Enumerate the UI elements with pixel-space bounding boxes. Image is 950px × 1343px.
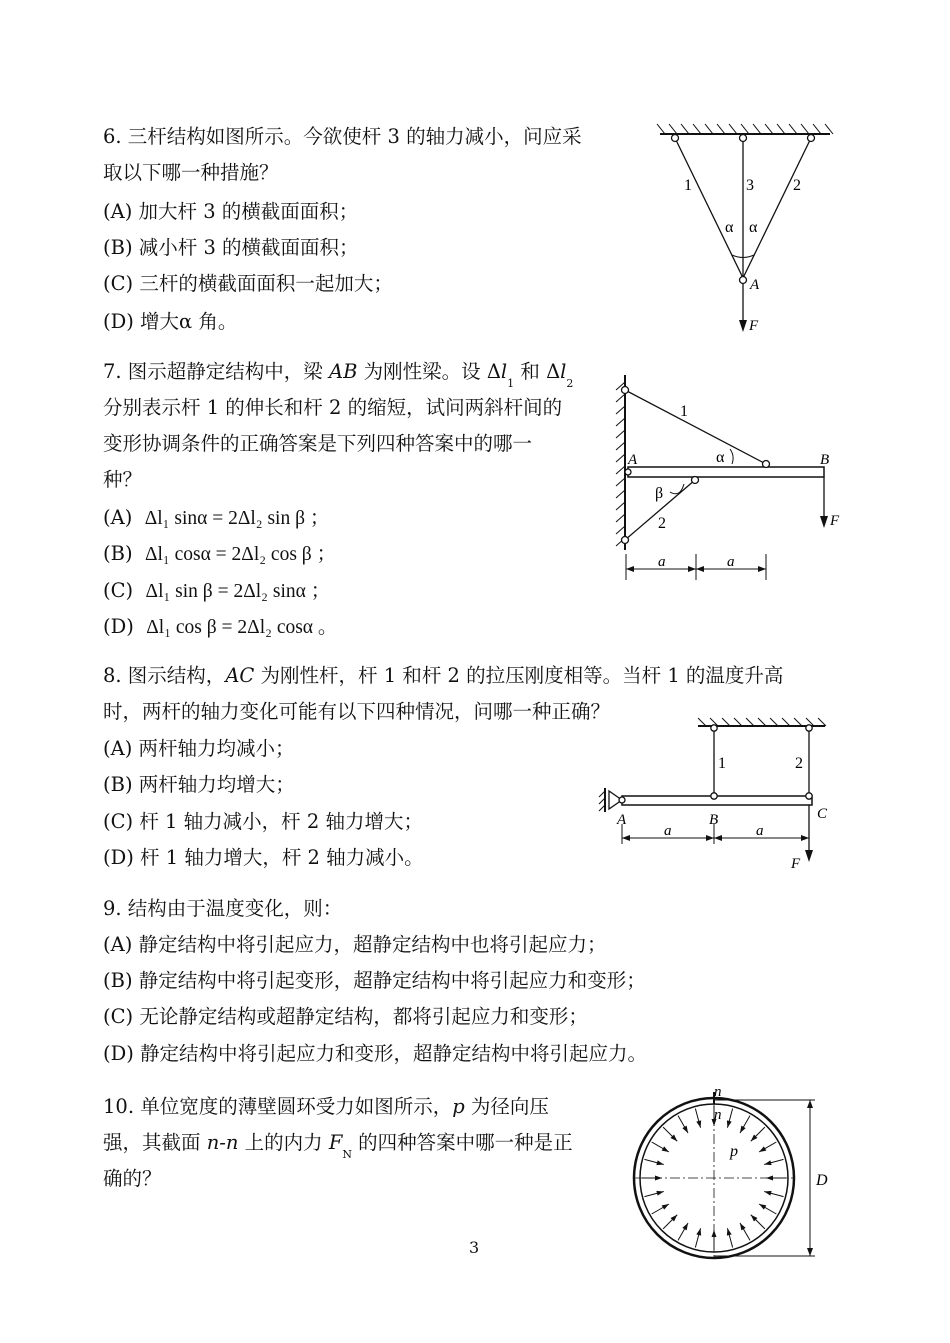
q7-label-2: 2: [658, 515, 666, 532]
q6-label-alpha-right: α: [749, 219, 758, 236]
q10-label-p: p: [730, 1143, 738, 1160]
q6-option-d: (D) 增大α 角。: [103, 310, 238, 333]
pressure-arrow-head: [655, 1176, 662, 1181]
pressure-arrow-head: [727, 1120, 732, 1127]
pressure-arrow-head: [662, 1146, 669, 1152]
q7-label-b-point: B: [820, 452, 830, 468]
pressure-arrow-head: [764, 1191, 771, 1196]
q7-line1: 7. 图示超静定结构中，梁 AB 为刚性梁。设 $\Delta l_1$ 和 $\Delta l_2$: [103, 360, 574, 390]
q7-option-a: (A) Δl₁ sinα = 2Δl₂ sin β ；: [103, 506, 330, 529]
page-number: 3: [469, 1238, 480, 1257]
q6-line2: 取以下哪一种措施？: [103, 161, 279, 184]
pressure-arrow-head: [682, 1126, 688, 1133]
q8-label-a-point: A: [617, 812, 627, 828]
q7-figure: [612, 370, 852, 590]
q6-line1: 6. 三杆结构如图所示。今欲使杆 3 的轴力减小，问应采: [103, 125, 582, 148]
q8-label-b-point: B: [709, 812, 719, 828]
q10-line2: 强，其截面 n-n 上的内力 $F_N$ 的四种答案中哪一种是正: [103, 1131, 573, 1161]
q7-dim-a-2: a: [727, 554, 735, 570]
q8-option-d: (D) 杆 1 轴力增大，杆 2 轴力减小。: [103, 846, 424, 869]
q8-option-c: (C) 杆 1 轴力减小，杆 2 轴力增大；: [103, 810, 423, 833]
q6-label-3: 3: [746, 177, 754, 194]
pressure-arrow-head: [740, 1223, 746, 1230]
q7-line2: 分别表示杆 1 的伸长和杆 2 的缩短，试问两斜杆间的: [103, 396, 563, 419]
q8-label-2: 2: [795, 755, 803, 772]
pressure-arrow-head: [759, 1204, 766, 1210]
pressure-arrow-head: [740, 1126, 746, 1133]
q8-figure: [598, 714, 848, 874]
pressure-arrow-head: [696, 1228, 701, 1235]
q8-label-1: 1: [718, 755, 726, 772]
pressure-arrow-head: [696, 1120, 701, 1127]
q7-dim-a-1: a: [658, 554, 666, 570]
pressure-arrow-head: [727, 1228, 732, 1235]
q7-label-beta: β: [655, 485, 664, 502]
q8-label-f: F: [791, 856, 801, 872]
pressure-arrow-head: [656, 1191, 663, 1196]
pressure-arrow-head: [662, 1204, 669, 1210]
q6-option-c: (C) 三杆的横截面面积一起加大；: [103, 272, 393, 295]
q7-label-alpha: α: [716, 449, 725, 466]
q6-bar-2: [743, 138, 811, 278]
q8-dim-a-2: a: [756, 823, 764, 839]
q10-label-n-top: n: [714, 1084, 722, 1100]
pressure-arrow-head: [759, 1146, 766, 1152]
q10-label-d: D: [816, 1172, 828, 1189]
q9-option-b: (B) 静定结构中将引起变形，超静定结构中将引起应力和变形；: [103, 969, 646, 992]
q7-line4: 种？: [103, 468, 143, 491]
q9-option-a: (A) 静定结构中将引起应力，超静定结构中也将引起应力；: [103, 933, 607, 956]
q7-label-a-point: A: [628, 452, 638, 468]
q6-label-2: 2: [793, 177, 801, 194]
q8-line1: 8. 图示结构，AC 为刚性杆，杆 1 和杆 2 的拉压刚度相等。当杆 1 的温度升高: [103, 664, 784, 687]
q8-label-c-point: C: [817, 806, 828, 822]
q9-option-d: (D) 静定结构中将引起应力和变形，超静定结构中将引起应力。: [103, 1042, 648, 1065]
pressure-arrow-head: [712, 1230, 717, 1237]
q10-label-n-inner: n: [714, 1107, 722, 1123]
q8-line2: 时，两杆的轴力变化可能有以下四种情况，问哪一种正确？: [103, 700, 611, 723]
q8-option-b: (B) 两杆轴力均增大；: [103, 773, 295, 796]
q6-bar-1: [675, 138, 743, 278]
q7-rigid-beam: [628, 467, 824, 477]
q6-figure: [655, 120, 845, 340]
q7-line3: 变形协调条件的正确答案是下列四种答案中的哪一: [103, 432, 533, 455]
q10-figure: [630, 1084, 870, 1260]
q6-option-b: (B) 减小杆 3 的横截面面积；: [103, 236, 359, 259]
pressure-arrow-head: [656, 1160, 663, 1165]
q8-option-a: (A) 两杆轴力均减小；: [103, 737, 295, 760]
q7-bar-1: [625, 390, 766, 464]
pressure-arrow-head: [766, 1176, 773, 1181]
q10-line1: 10. 单位宽度的薄壁圆环受力如图所示，p 为径向压: [103, 1095, 549, 1118]
q8-dim-a-1: a: [664, 823, 672, 839]
q6-label-a: A: [750, 277, 760, 293]
pressure-arrow-head: [682, 1223, 688, 1230]
q7-option-d: (D) Δl₁ cos β = 2Δl₂ cosα 。: [103, 615, 338, 638]
q6-option-a: (A) 加大杆 3 的横截面面积；: [103, 200, 359, 223]
q7-label-f: F: [830, 513, 840, 529]
q9-line1: 9. 结构由于温度变化，则：: [103, 897, 343, 920]
q7-label-1: 1: [680, 403, 688, 420]
q6-label-alpha-left: α: [725, 219, 734, 236]
q10-line3: 确的？: [103, 1167, 162, 1190]
q6-label-1: 1: [684, 177, 692, 194]
q6-label-f: F: [749, 318, 759, 334]
q7-option-c: (C) Δl₁ sin β = 2Δl₂ sinα ；: [103, 579, 331, 602]
pressure-arrow-head: [764, 1160, 771, 1165]
q9-option-c: (C) 无论静定结构或超静定结构，都将引起应力和变形；: [103, 1005, 588, 1028]
q7-option-b: (B) Δl₁ cosα = 2Δl₂ cos β ；: [103, 542, 337, 565]
